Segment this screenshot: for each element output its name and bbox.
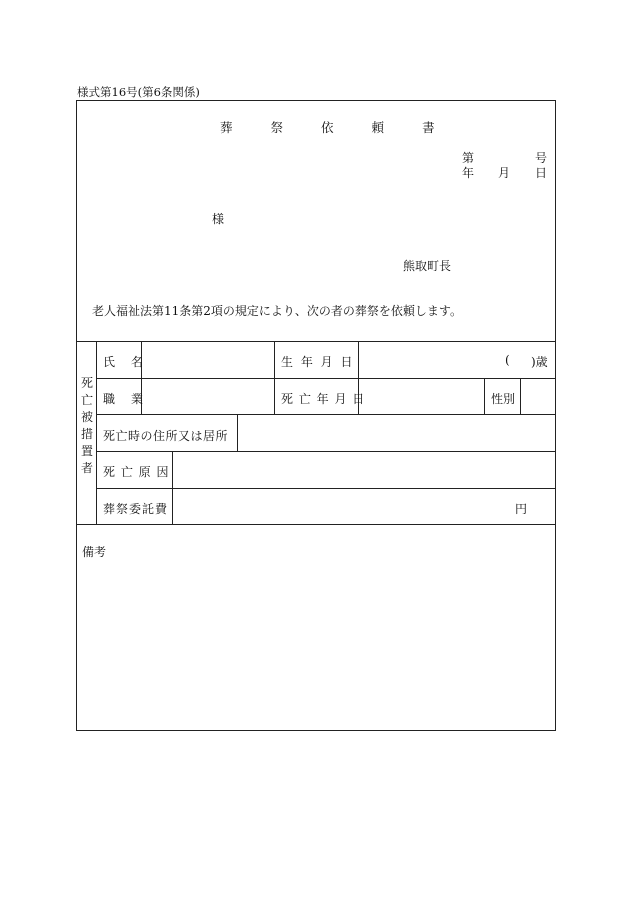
- body-text: 老人福祉法第11条第2項の規定により、次の者の葬祭を依頼します。: [92, 304, 462, 318]
- form-number: 様式第16号(第6条関係): [77, 85, 200, 99]
- name-label: 氏 名: [103, 355, 149, 369]
- address-label: 死亡時の住所又は居所: [103, 429, 229, 443]
- occupation-label: 職 業: [103, 392, 149, 406]
- number-suffix: 号: [535, 151, 548, 165]
- title-char: 依: [321, 120, 334, 135]
- remarks-label: 備考: [82, 545, 107, 559]
- age-open: (: [505, 353, 510, 367]
- col-line: [237, 414, 238, 451]
- form-frame: [76, 100, 556, 731]
- number-prefix: 第: [462, 151, 475, 165]
- date-day: 日: [535, 166, 548, 180]
- col-line: [172, 451, 173, 524]
- sex-label: 性別: [491, 392, 516, 406]
- row-line: [96, 451, 556, 452]
- col-line: [484, 378, 485, 414]
- title-char: 書: [422, 120, 435, 135]
- title-char: 頼: [371, 120, 385, 135]
- title-char: 葬: [220, 120, 233, 135]
- section-divider: [96, 341, 97, 524]
- col-line: [520, 378, 521, 414]
- table-top-line: [76, 341, 556, 342]
- sender-name: 熊取町長: [403, 259, 452, 273]
- table-bottom-line: [76, 524, 556, 525]
- birthdate-label: 生 年 月 日: [281, 355, 355, 369]
- row-line: [96, 414, 556, 415]
- row-line: [96, 378, 556, 379]
- section-label-vertical: 死亡被措置者: [80, 376, 93, 475]
- fee-unit: 円: [515, 502, 528, 516]
- row-line: [96, 488, 556, 489]
- document-title: [220, 118, 473, 136]
- date-month: 月: [498, 166, 511, 180]
- deathdate-label: 死 亡 年 月 日: [281, 392, 366, 406]
- cause-label: 死 亡 原 因: [103, 465, 170, 479]
- addressee-suffix: 様: [212, 212, 225, 226]
- fee-label: 葬祭委託費: [103, 502, 169, 516]
- col-line: [274, 341, 275, 414]
- age-close: )歳: [531, 355, 548, 369]
- title-char: 祭: [270, 120, 284, 135]
- date-year: 年: [462, 166, 475, 180]
